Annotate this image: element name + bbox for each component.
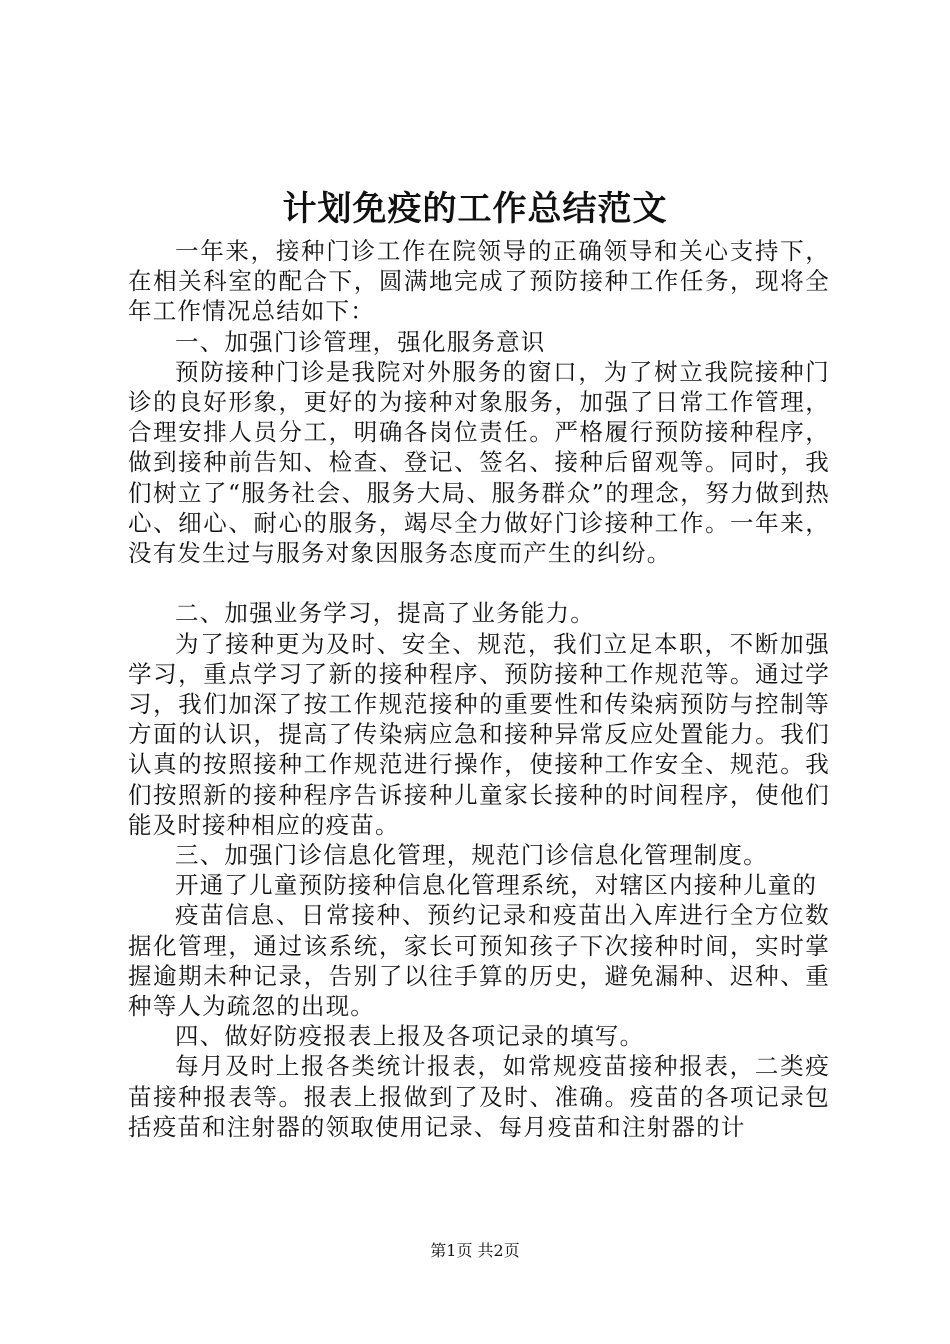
page-footer: 第1页 共2页 (430, 1241, 520, 1260)
section-heading-2: 二、加强业务学习，提高了业务能力。 (175, 599, 595, 628)
paragraph-intro: 一年来，接种门诊工作在院领导的正确领导和关心支持下，在相关科室的配合下，圆满地完成了预防接种工作任务，现将全年工作情况总结如下： (128, 237, 830, 326)
section-heading-1: 一、加强门诊管理，强化服务意识 (175, 327, 546, 356)
paragraph-section-1: 预防接种门诊是我院对外服务的窗口，为了树立我院接种门诊的良好形象，更好的为接种对象服务，加强了日常工作管理，合理安排人员分工，明确各岗位责任。严格履行预防接种程序，做到接种前告知、检查、登记、签名、接种后留观等。同时，我们树立了“服务社会、服务大局、服务群众”的理念，努力做到热心、细心、耐心的服务，竭尽全力做好门诊接种工作。一年来，没有发生过与服务对象因服务态度而产生的纠纷。 (128, 357, 830, 568)
section-heading-4: 四、做好防疫报表上报及各项记录的填写。 (175, 1022, 645, 1051)
section-heading-3: 三、加强门诊信息化管理，规范门诊信息化管理制度。 (175, 841, 768, 870)
paragraph-section-3b: 疫苗信息、日常接种、预约记录和疫苗出入库进行全方位数据化管理，通过该系统，家长可预知孩子下次接种时间，实时掌握逾期未种记录，告别了以往手算的历史，避免漏种、迟种、重种等人为疏忽的出现。 (128, 901, 830, 1021)
document-body (128, 236, 830, 1142)
paragraph-section-3a: 开通了儿童预防接种信息化管理系统，对辖区内接种儿童的 (175, 871, 818, 900)
paragraph-spacer (128, 568, 830, 598)
document-title: 计划免疫的工作总结范文 (282, 189, 668, 229)
paragraph-section-4: 每月及时上报各类统计报表，如常规疫苗接种报表，二类疫苗接种报表等。报表上报做到了及时、准确。疫苗的各项记录包括疫苗和注射器的领取使用记录、每月疫苗和注射器的计 (128, 1052, 830, 1141)
paragraph-section-2: 为了接种更为及时、安全、规范，我们立足本职，不断加强学习，重点学习了新的接种程序、预防接种工作规范等。通过学习，我们加深了按工作规范接种的重要性和传染病预防与控制等方面的认识，提高了传染病应急和接种异常反应处置能力。我们认真的按照接种工作规范进行操作，使接种工作安全、规范。我们按照新的接种程序告诉接种儿童家长接种的时间程序，使他们能及时接种相应的疫苗。 (128, 629, 830, 839)
